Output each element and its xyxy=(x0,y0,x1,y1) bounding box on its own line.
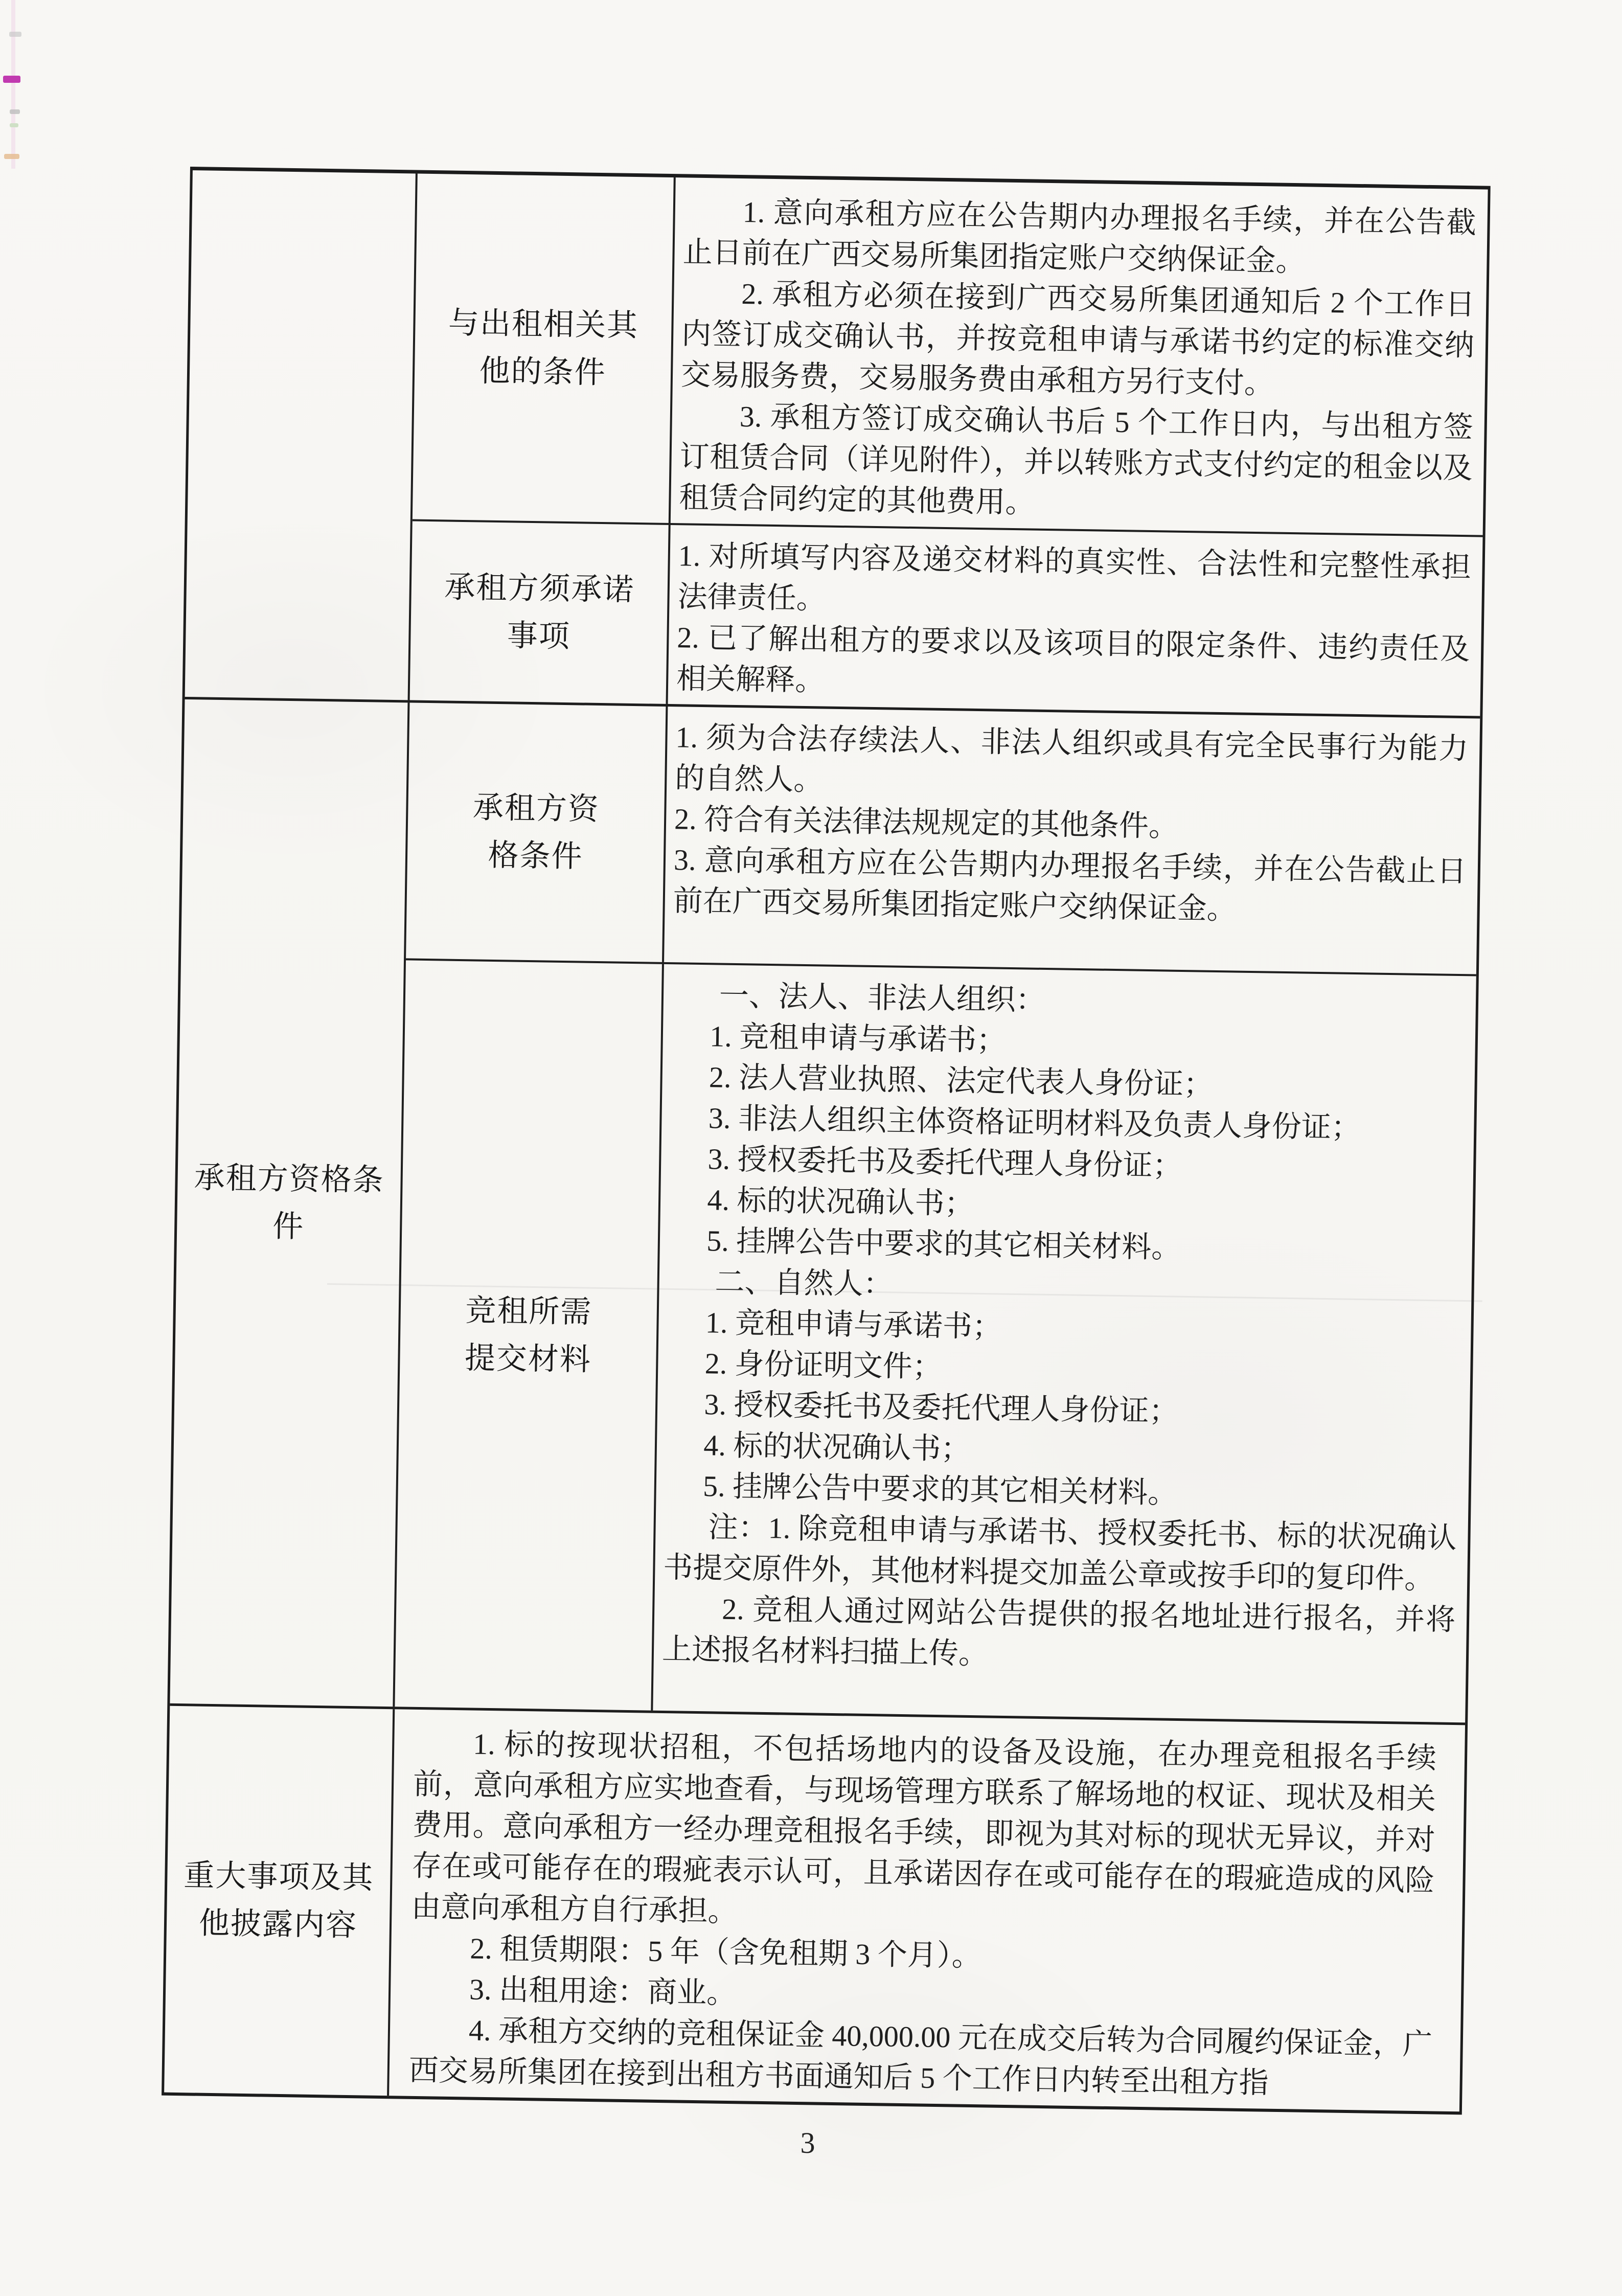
paragraph: 2. 租赁期限：5 年（含免租期 3 个月）。 xyxy=(469,1931,982,1973)
scan-artifact-mark xyxy=(9,32,21,37)
cell-other-lease-conditions xyxy=(671,177,1488,535)
list-item: 5. 挂牌公告中要求的其它相关材料。 xyxy=(702,1469,1178,1510)
row-label-text: 竞租所需 提交材料 xyxy=(464,1293,592,1377)
note-paragraph: 2. 竞租人通过网站公告提供的报名地址进行报名，并将上述报名材料扫描上传。 xyxy=(661,1592,1456,1671)
section-title: 一、法人、非法人组织： xyxy=(719,979,1046,1017)
cell-major-matters xyxy=(389,1709,1465,2111)
scan-artifact-mark xyxy=(10,123,18,127)
row-label-qualification-conditions xyxy=(406,702,668,962)
row-label-text: 重大事项及其 他披露内容 xyxy=(183,1858,374,1943)
list-item: 3. 授权委托书及委托代理人身份证； xyxy=(707,1142,1183,1183)
paragraph: 2. 承租方必须在接到广西交易所集团通知后 2 个工作日内签订成交确认书，并按竞租申请与承诺书约定的标准交纳交易服务费，交易服务费由承租方另行支付。 xyxy=(680,277,1475,400)
paragraph: 3. 出租用途：商业。 xyxy=(469,1972,737,2010)
scan-artifact-mark xyxy=(4,154,19,159)
paragraph: 4. 承租方交纳的竞租保证金 40,000.00 元在成交后转为合同履约保证金，广西交易所集团在接到出租方书面通知后 5 个工作日内转至出租方指 xyxy=(408,2013,1433,2100)
paragraph: 3. 承租方签订成交确认书后 5 个工作日内，与出租方签订租赁合同（详见附件），并以转账方式支付约定的租金以及租赁合同约定的其他费用。 xyxy=(679,400,1474,519)
page-number: 3 xyxy=(800,2126,815,2159)
row-qualification-conditions xyxy=(406,702,1480,974)
row-label-major-matters xyxy=(164,1706,395,2096)
paragraph: 1. 须为合法存续法人、非法人组织或具有完全民事行为能力的自然人。 xyxy=(674,720,1469,797)
row-bidding-materials xyxy=(395,958,1476,1722)
row-label-lessee-commitments xyxy=(410,521,671,704)
row-label-bidding-materials xyxy=(395,960,664,1710)
list-item: 2. 身份证明文件； xyxy=(704,1347,943,1384)
band-lessee-qualification xyxy=(170,697,1480,1722)
scan-artifact-mark xyxy=(3,76,20,83)
row-label-text: 承租方须承诺 事项 xyxy=(444,570,635,654)
note-paragraph: 注：1. 除竞租申请与承诺书、授权委托书、标的状况确认书提交原件外，其他材料提交加盖公章或按手印的复印件。 xyxy=(662,1510,1457,1596)
list-item: 5. 挂牌公告中要求的其它相关材料。 xyxy=(706,1224,1181,1264)
paragraph: 1. 意向承租方应在公告期内办理报名手续，并在公告截止日前在广西交易所集团指定账户交纳保证金。 xyxy=(682,195,1477,278)
list-item: 1. 竞租申请与承诺书； xyxy=(709,1019,1007,1057)
list-item: 4. 标的状况确认书； xyxy=(703,1428,971,1466)
cell-lessee-commitments xyxy=(668,525,1483,716)
category-cell-empty xyxy=(185,170,418,700)
list-item: 2. 法人营业执照、法定代表人身份证； xyxy=(709,1060,1214,1101)
paragraph: 1. 标的按现状招租，不包括场地内的设备及设施，在办理竞租报名手续前，意向承租方应实地查看，与现场管理方联系了解场地的权证、现状及相关费用。意向承租方一经办理竞租报名手续，即视为其对标的现状无异议，并对存在或可能存在的瑕疵表示认可，且承诺因存在或可能存在的瑕疵造成的风险由意向承租方自行承担。 xyxy=(411,1727,1437,1928)
row-lessee-commitments xyxy=(410,519,1483,716)
paragraph: 3. 意向承租方应在公告期内办理报名手续，并在公告截止日前在广西交易所集团指定账户交纳保证金。 xyxy=(673,843,1467,926)
list-item: 4. 标的状况确认书； xyxy=(707,1183,974,1220)
band-other-conditions xyxy=(185,170,1488,716)
row-major-matters xyxy=(164,1703,1465,2112)
paragraph: 2. 符合有关法律法规规定的其他条件。 xyxy=(674,802,1179,843)
category-cell-lessee-qualification xyxy=(170,699,409,1707)
row-other-lease-conditions xyxy=(413,174,1488,535)
scan-edge-artifact xyxy=(11,0,15,169)
paragraph: 1. 对所填写内容及递交材料的真实性、合法性和完整性承担法律责任。 xyxy=(677,539,1472,616)
row-label-other-lease-conditions xyxy=(413,174,676,523)
lease-terms-table xyxy=(162,167,1491,2115)
list-item: 1. 竞租申请与承诺书； xyxy=(705,1306,1002,1344)
scan-artifact-mark xyxy=(10,109,20,114)
cell-bidding-materials xyxy=(653,964,1476,1722)
row-label-text: 承租方资 格条件 xyxy=(472,790,600,874)
section-title: 二、自然人： xyxy=(715,1265,894,1301)
paragraph: 2. 已了解出租方的要求以及该项目的限定条件、违约责任及相关解释。 xyxy=(676,621,1470,697)
category-label-text: 承租方资格条 件 xyxy=(194,1161,385,1244)
row-label-text: 与出租相关其 他的条件 xyxy=(448,306,639,390)
cell-qualification-conditions xyxy=(664,707,1480,974)
list-item: 3. 非法人组织主体资格证明材料及负责人身份证； xyxy=(708,1101,1361,1145)
list-item: 3. 授权委托书及委托代理人身份证； xyxy=(704,1388,1179,1428)
